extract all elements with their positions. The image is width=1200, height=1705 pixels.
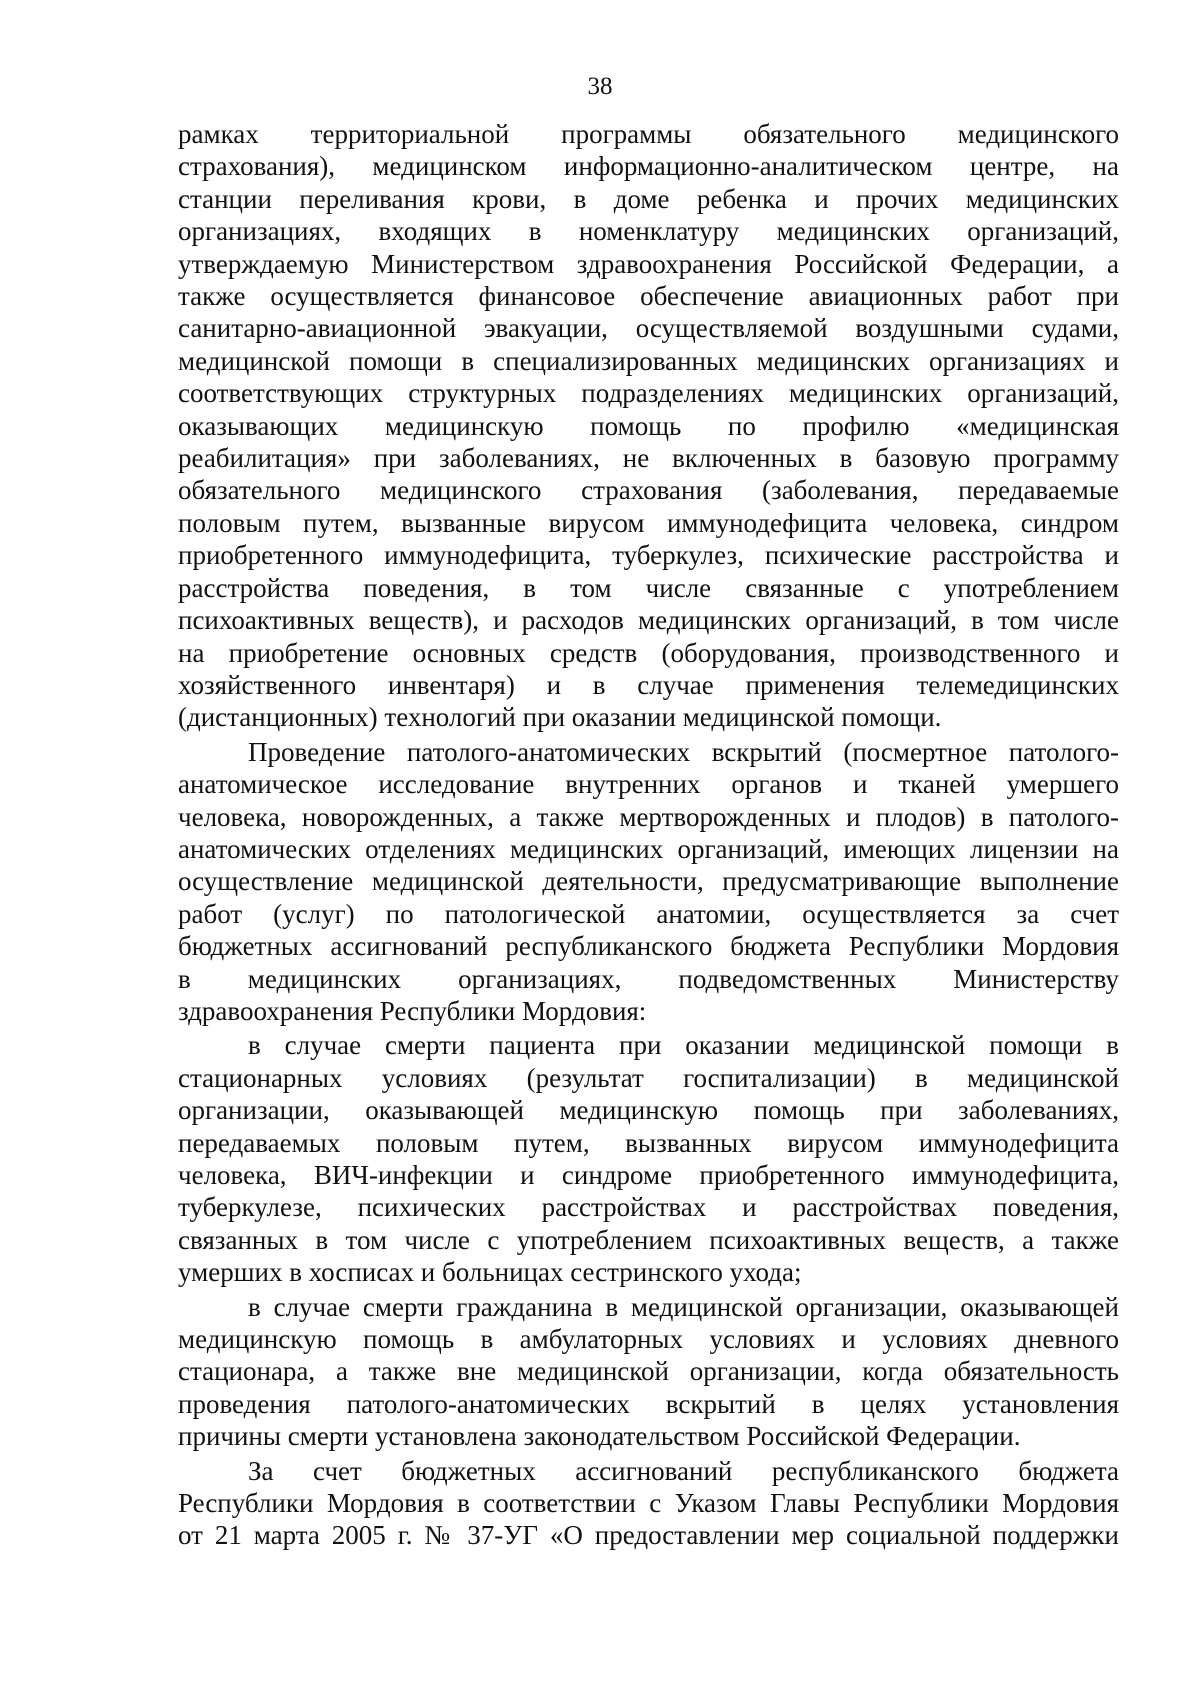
paragraph bbox=[178, 736, 1119, 1028]
text-line: стационара, а также вне медицинской организации, когда обязательность bbox=[178, 1356, 1119, 1387]
text-line: стационарных условиях (результат госпитализации) в медицинской bbox=[178, 1062, 1119, 1093]
text-line: анатомическое исследование внутренних органов и тканей умершего bbox=[178, 769, 1119, 800]
text-line: от 21 марта 2005 г. № 37-УГ «О предоставлении мер социальной поддержки bbox=[178, 1520, 1119, 1551]
text-line: приобретенного иммунодефицита, туберкулез, психические расстройства и bbox=[178, 540, 1119, 571]
text-line: Республики Мордовия в соответствии с Указом Главы Республики Мордовия bbox=[178, 1488, 1119, 1519]
text-line: организациях, входящих в номенклатуру медицинских организаций, bbox=[178, 216, 1119, 247]
text-line: хозяйственного инвентаря) и в случае применения телемедицинских bbox=[178, 669, 1119, 700]
text-line: связанных в том числе с употреблением психоактивных веществ, а также bbox=[178, 1224, 1119, 1255]
text-line: санитарно-авиационной эвакуации, осуществляемой воздушными судами, bbox=[178, 313, 1119, 344]
paragraph bbox=[178, 118, 1119, 734]
text-line: туберкулезе, психических расстройствах и расстройствах поведения, bbox=[178, 1192, 1119, 1223]
text-line: в случае смерти пациента при оказании медицинской помощи в bbox=[248, 1030, 1119, 1061]
text-line: также осуществляется финансовое обеспечение авиационных работ при bbox=[178, 281, 1119, 312]
text-line: (дистанционных) технологий при оказании медицинской помощи. bbox=[178, 702, 942, 733]
text-line: передаваемых половым путем, вызванных вирусом иммунодефицита bbox=[178, 1127, 1119, 1158]
text-line: половым путем, вызванные вирусом иммунодефицита человека, синдром bbox=[178, 507, 1119, 538]
text-line: организации, оказывающей медицинскую помощь при заболеваниях, bbox=[178, 1095, 1119, 1126]
text-line: осуществление медицинской деятельности, предусматривающие выполнение bbox=[178, 866, 1119, 897]
text-line: проведения патолого-анатомических вскрытий в целях установления bbox=[178, 1388, 1119, 1419]
text-line: соответствующих структурных подразделениях медицинских организаций, bbox=[178, 378, 1119, 409]
text-line: человека, ВИЧ-инфекции и синдроме приобретенного иммунодефицита, bbox=[178, 1160, 1119, 1190]
paragraph bbox=[178, 1029, 1119, 1288]
text-line: Проведение патолого-анатомических вскрытий (посмертное патолого- bbox=[248, 736, 1119, 767]
text-line: причины смерти установлена законодательством Российской Федерации. bbox=[178, 1421, 1021, 1452]
text-line: реабилитация» при заболеваниях, не включенных в базовую программу bbox=[178, 443, 1119, 474]
text-line: медицинской помощи в специализированных медицинских организациях и bbox=[178, 345, 1119, 376]
text-line: на приобретение основных средств (оборудования, производственного и bbox=[178, 637, 1119, 668]
text-line: умерших в хосписах и больницах сестринского ухода; bbox=[178, 1257, 802, 1288]
text-line: станции переливания крови, в доме ребенка и прочих медицинских bbox=[178, 183, 1119, 214]
text-line: За счет бюджетных ассигнований республиканского бюджета bbox=[248, 1455, 1119, 1486]
text-line: оказывающих медицинскую помощь по профилю «медицинская bbox=[178, 410, 1119, 441]
text-line: человека, новорожденных, а также мертворожденных и плодов) в патолого- bbox=[178, 801, 1119, 832]
paragraph bbox=[178, 1455, 1119, 1552]
text-line: страхования), медицинском информационно-аналитическом центре, на bbox=[178, 151, 1119, 182]
text-line: в случае смерти гражданина в медицинской организации, оказывающей bbox=[248, 1291, 1119, 1322]
text-line: рамках территориальной программы обязательного медицинского bbox=[178, 119, 1119, 149]
text-line: здравоохранения Республики Мордовия: bbox=[178, 995, 647, 1026]
paragraph bbox=[178, 1291, 1119, 1453]
text-line: медицинскую помощь в амбулаторных условиях и условиях дневного bbox=[178, 1324, 1119, 1355]
text-line: утверждаемую Министерством здравоохранения Российской Федерации, а bbox=[178, 248, 1119, 279]
text-line: работ (услуг) по патологической анатомии, осуществляется за счет bbox=[178, 898, 1119, 929]
page-number: 38 bbox=[587, 73, 613, 100]
text-line: бюджетных ассигнований республиканского бюджета Республики Мордовия bbox=[178, 931, 1119, 962]
text-line: психоактивных веществ), и расходов медицинских организаций, в том числе bbox=[178, 605, 1119, 636]
text-line: в медицинских организациях, подведомственных Министерству bbox=[178, 963, 1119, 994]
text-line: анатомических отделениях медицинских организаций, имеющих лицензии на bbox=[178, 833, 1119, 864]
document-body bbox=[178, 118, 1119, 1552]
text-line: обязательного медицинского страхования (заболевания, передаваемые bbox=[178, 475, 1119, 506]
text-line: расстройства поведения, в том числе связанные с употреблением bbox=[178, 572, 1119, 603]
